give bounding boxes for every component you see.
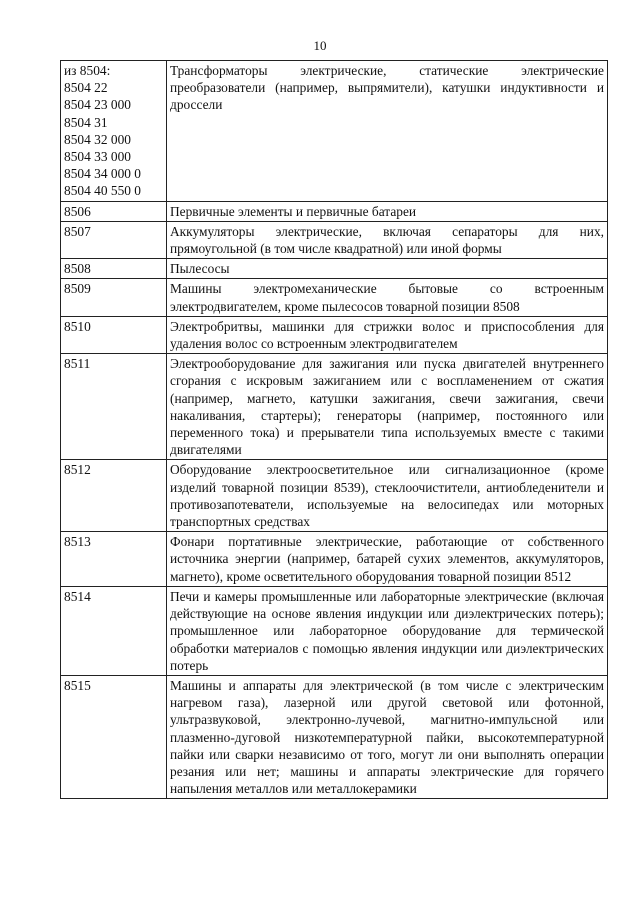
code-cell: 8512 xyxy=(61,460,167,532)
code-cell: 8511 xyxy=(61,354,167,460)
description-cell: Печи и камеры промышленные или лабораторные электрические (включая действующие на основе явления индукции или диэлектрических потерь); промышленное или лабораторное оборудование для термической обработки материалов с помощью явления индукции или диэлектрических потерь xyxy=(167,586,608,675)
page-number: 10 xyxy=(313,38,327,53)
code-value: 8504 23 000 xyxy=(64,97,131,113)
description-cell: Фонари портативные электрические, работающие от собственного источника энергии (например, батарей сухих элементов, аккумуляторов, магнето), кроме осветительного оборудования товарной позиции 8512 xyxy=(167,532,608,587)
code-value: 8504 31 xyxy=(64,114,108,130)
table-row xyxy=(61,259,608,279)
description-cell: Аккумуляторы электрические, включая сепараторы для них, прямоугольной (в том числе квадратной) или иной формы xyxy=(167,221,608,258)
description-cell: Машины и аппараты для электрической (в том числе с электрическим нагревом газа), лазерной или другой световой или фотонной, ультразвуковой, электронно-лучевой, магнитно-импульсной или плазменно-дуговой низкотемпературной пайки, высокотемпературной пайки или сварки независимо от того, могут ли они выполнять операции резания или нет; машины и аппараты электрические для горячего напыления металлов или металлокерамики xyxy=(167,675,608,798)
code-value: 8504 33 000 xyxy=(64,149,131,165)
table-row xyxy=(61,354,608,460)
code-value: 8504 32 000 xyxy=(64,131,131,147)
table-row xyxy=(61,279,608,316)
description-cell: Первичные элементы и первичные батареи xyxy=(167,201,608,221)
description-cell: Пылесосы xyxy=(167,259,608,279)
table-row xyxy=(61,586,608,675)
code-cell: 8514 xyxy=(61,586,167,675)
code-value: 8504 22 xyxy=(64,80,108,96)
code-cell: 8506 xyxy=(61,201,167,221)
code-cell xyxy=(61,61,167,202)
code-cell: 8513 xyxy=(61,532,167,587)
table-row xyxy=(61,221,608,258)
description-cell: Электробритвы, машинки для стрижки волос и приспособления для удаления волос со встроенным электродвигателем xyxy=(167,316,608,353)
code-cell: 8509 xyxy=(61,279,167,316)
tariff-codes-table xyxy=(60,60,608,799)
table-row xyxy=(61,201,608,221)
code-value: 8504 40 550 0 xyxy=(64,183,141,199)
code-cell: 8510 xyxy=(61,316,167,353)
table-row xyxy=(61,460,608,532)
description-cell: Оборудование электроосветительное или сигнализационное (кроме изделий товарной позиции 8539), стеклоочистители, антиобледенители и противозапотеватели, используемые на велосипедах или моторных транспортных средствах xyxy=(167,460,608,532)
table-row xyxy=(61,675,608,798)
code-value: 8504 34 000 0 xyxy=(64,166,141,182)
code-value: из 8504: xyxy=(64,63,111,78)
description-cell: Трансформаторы электрические, статические электрические преобразователи (например, выпрямители), катушки индуктивности и дроссели xyxy=(167,61,608,202)
code-cell: 8508 xyxy=(61,259,167,279)
code-cell: 8507 xyxy=(61,221,167,258)
code-cell: 8515 xyxy=(61,675,167,798)
description-cell: Электрооборудование для зажигания или пуска двигателей внутреннего сгорания с искровым зажиганием или с воспламенением от сжатия (например, магнето, катушки зажигания, свечи зажигания, свечи накаливания, стартеры); генераторы (например, постоянного или переменного тока) и прерыватели типа используемых вместе с такими двигателями xyxy=(167,354,608,460)
description-cell: Машины электромеханические бытовые со встроенным электродвигателем, кроме пылесосов товарной позиции 8508 xyxy=(167,279,608,316)
table-row xyxy=(61,532,608,587)
table-row xyxy=(61,316,608,353)
table-row xyxy=(61,61,608,202)
